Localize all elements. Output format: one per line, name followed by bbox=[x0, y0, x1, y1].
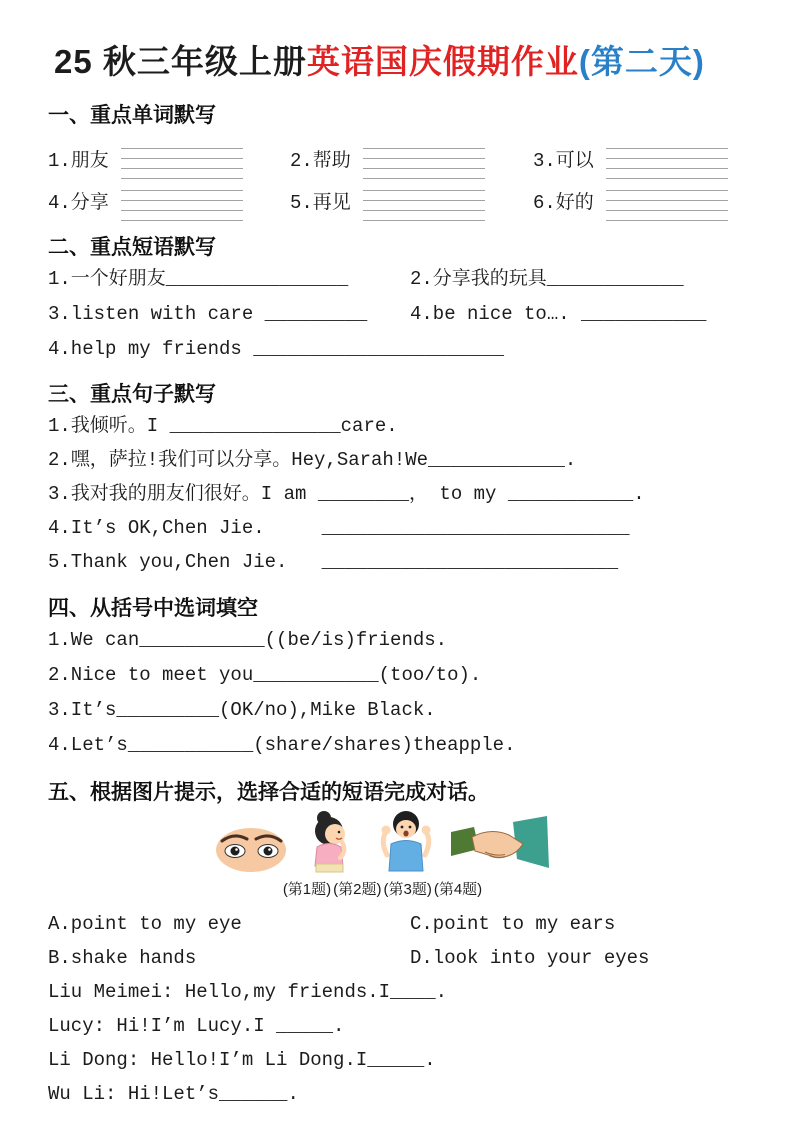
page-title bbox=[54, 38, 753, 86]
word-item bbox=[533, 138, 753, 178]
phrase-line: 3.listen with care _________ bbox=[48, 303, 368, 325]
section-phrases bbox=[48, 234, 753, 367]
sentence-line: 3.我对我的朋友们很好。I am ________， to my ___________. bbox=[48, 483, 645, 505]
phrase-line: 1.一个好朋友________________ bbox=[48, 268, 349, 290]
word-label: 6.好的 bbox=[533, 191, 594, 214]
eyes-image bbox=[214, 824, 289, 879]
write-lines bbox=[363, 181, 485, 221]
girl-pointing-ear-image bbox=[299, 809, 361, 879]
word-label: 2.帮助 bbox=[290, 149, 351, 172]
option-item: A.point to my eye bbox=[48, 913, 242, 935]
word-label: 4.分享 bbox=[48, 191, 109, 214]
dialog-line: Lucy: Hi!I’m Lucy.I _____. bbox=[48, 1015, 345, 1037]
phrase-row bbox=[48, 297, 753, 332]
word-label: 5.再见 bbox=[290, 191, 351, 214]
choose-line: 4.Let’s___________(share/shares)theapple. bbox=[48, 734, 516, 756]
sentence-line: 2.嘿，萨拉!我们可以分享。Hey,Sarah!We____________. bbox=[48, 449, 577, 471]
title-part-red: 英语国庆假期作业 bbox=[306, 43, 579, 80]
phrase-line: 4.be nice to…. ___________ bbox=[410, 303, 707, 325]
write-lines bbox=[606, 181, 728, 221]
title-part-black: 25 秋三年级上册 bbox=[54, 43, 307, 80]
title-part-blue: (第二天) bbox=[578, 43, 705, 80]
image-caption: (第1题) bbox=[282, 881, 332, 898]
choose-line: 1.We can___________((be/is)friends. bbox=[48, 629, 448, 651]
option-item: D.look into your eyes bbox=[410, 947, 650, 969]
option-item: C.point to my ears bbox=[410, 913, 616, 935]
word-label: 1.朋友 bbox=[48, 149, 109, 172]
word-item bbox=[533, 180, 753, 220]
sentence-line: 4.It’s OK,Chen Jie. ___________________________ bbox=[48, 517, 630, 539]
option-item: B.shake hands bbox=[48, 947, 197, 969]
write-lines bbox=[606, 139, 728, 179]
write-lines bbox=[363, 139, 485, 179]
section-phrases-heading: 二、重点短语默写 bbox=[48, 236, 216, 259]
image-caption: (第4题) bbox=[433, 881, 483, 898]
phrase-line: 2.分享我的玩具____________ bbox=[410, 268, 684, 290]
word-item bbox=[48, 138, 290, 178]
section-choose-heading: 四、从括号中选词填空 bbox=[48, 597, 258, 620]
section-words bbox=[48, 102, 753, 220]
image-caption: (第2题) bbox=[333, 881, 382, 898]
word-item bbox=[48, 180, 290, 220]
section-dialog-heading: 五、根据图片提示，选择合适的短语完成对话。 bbox=[48, 781, 489, 804]
image-caption: (第3题) bbox=[383, 881, 432, 898]
dialog-line: Li Dong: Hello!I’m Li Dong.I_____. bbox=[48, 1049, 436, 1071]
write-lines bbox=[121, 139, 243, 179]
choose-line: 3.It’s_________(OK/no),Mike Black. bbox=[48, 699, 436, 721]
dialog-options bbox=[48, 907, 753, 975]
phrase-row bbox=[48, 262, 753, 297]
words-grid bbox=[48, 138, 753, 220]
section-dialog bbox=[48, 779, 753, 1111]
word-item bbox=[290, 180, 533, 220]
image-captions bbox=[30, 879, 735, 901]
section-choose bbox=[48, 595, 753, 763]
sentence-line: 1.我倾听。I _______________care. bbox=[48, 415, 398, 437]
dialog-line: Wu Li: Hi!Let’s______. bbox=[48, 1083, 299, 1105]
dialog-line: Liu Meimei: Hello,my friends.I____. bbox=[48, 981, 448, 1003]
handshake-image bbox=[451, 814, 551, 879]
section-words-heading: 一、重点单词默写 bbox=[48, 104, 216, 127]
phrase-line: 4.help my friends ______________________ bbox=[48, 338, 505, 360]
section-sentences-heading: 三、重点句子默写 bbox=[48, 383, 216, 406]
section-sentences bbox=[48, 381, 753, 579]
word-item bbox=[290, 138, 533, 178]
boy-pointing-ears-image bbox=[371, 809, 441, 879]
write-lines bbox=[121, 181, 243, 221]
word-label: 3.可以 bbox=[533, 149, 594, 172]
dialog-pictures bbox=[30, 813, 735, 879]
choose-line: 2.Nice to meet you___________(too/to). bbox=[48, 664, 482, 686]
sentence-line: 5.Thank you,Chen Jie. __________________________ bbox=[48, 551, 619, 573]
